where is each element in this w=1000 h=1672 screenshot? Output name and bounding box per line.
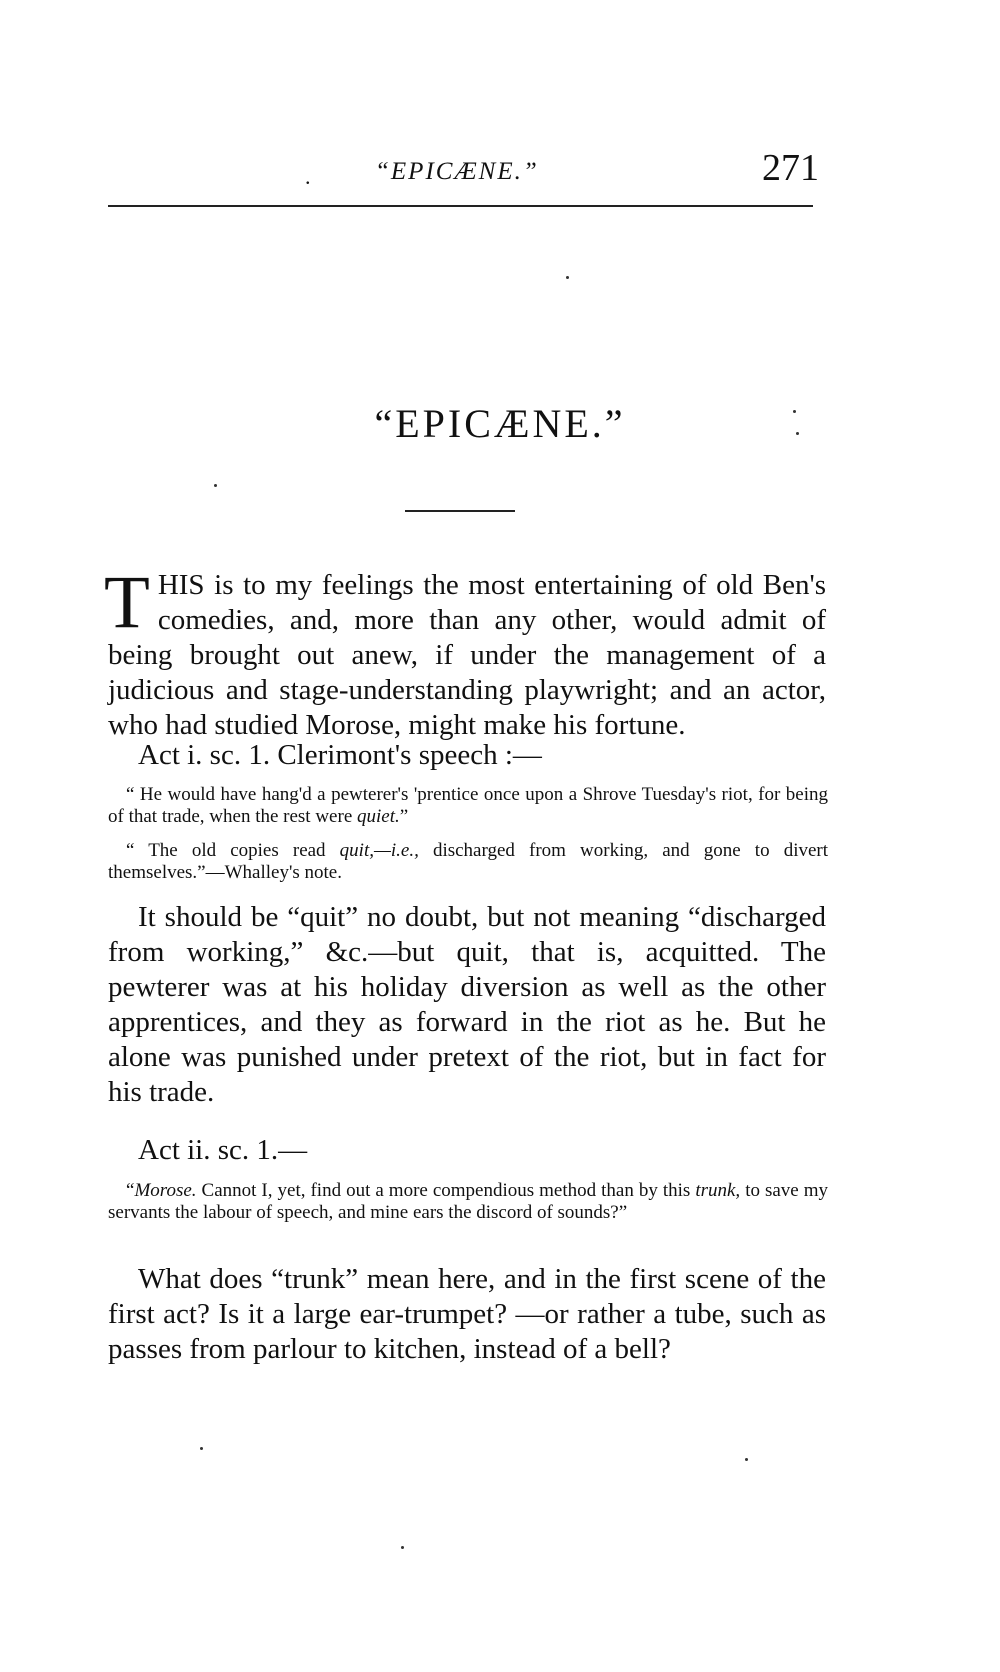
header-dot: . [305, 164, 311, 189]
quotation-clerimont: “ He would have hang'd a pewterer's 'prentice once upon a Shrove Tuesday's riot, for being of that trade, when the rest were quiet.” [108, 784, 828, 827]
paragraph-intro [104, 561, 826, 743]
paragraph-intro-text: HIS is to my feelings the most entertaining of old Ben's comedies, and, more than any other, would admit of being brought out anew, if under the management of a judicious and stage-understanding playwright; and an actor, who had studied Morose, might make his fortune. [108, 569, 826, 741]
print-speck [566, 276, 569, 279]
header-rule [108, 205, 813, 207]
paragraph-trunk: What does “trunk” mean here, and in the first scene of the first act? Is it a large ear-trumpet? —or rather a tube, such as passes from parlour to kitchen, instead of a bell? [108, 1263, 826, 1365]
print-speck [745, 1458, 748, 1461]
quotation-morose: “Morose. Cannot I, yet, find out a more compendious method than by this trunk, to save my servants the labour of speech, and mine ears the discord of sounds?” [108, 1180, 829, 1223]
print-speck [214, 484, 217, 487]
print-speck [200, 1447, 203, 1450]
paragraph-quit: It should be “quit” no doubt, but not meaning “discharged from working,” &c.—but quit, that is, acquitted. The pewterer was at his holiday diversion as well as the other apprentices, and they as forward in the riot as he. But he alone was punished under pretext of the riot, but in fact for his trade. [108, 901, 826, 1108]
drop-cap: T [104, 561, 150, 644]
quotation-whalley-note: “ The old copies read quit,—i.e., discharged from working, and gone to divert themselves.”—Whalley's note. [108, 840, 829, 883]
chapter-title: “EPICÆNE.” [374, 401, 626, 446]
running-header [0, 142, 1000, 202]
title-rule [405, 510, 515, 512]
page-number: 271 [762, 147, 819, 189]
act-reference-2: Act ii. sc. 1.— [138, 1134, 308, 1166]
act-reference-1: Act i. sc. 1. Clerimont's speech :— [138, 739, 542, 771]
print-speck [401, 1546, 404, 1549]
running-title: “EPICÆNE.” [375, 158, 539, 185]
